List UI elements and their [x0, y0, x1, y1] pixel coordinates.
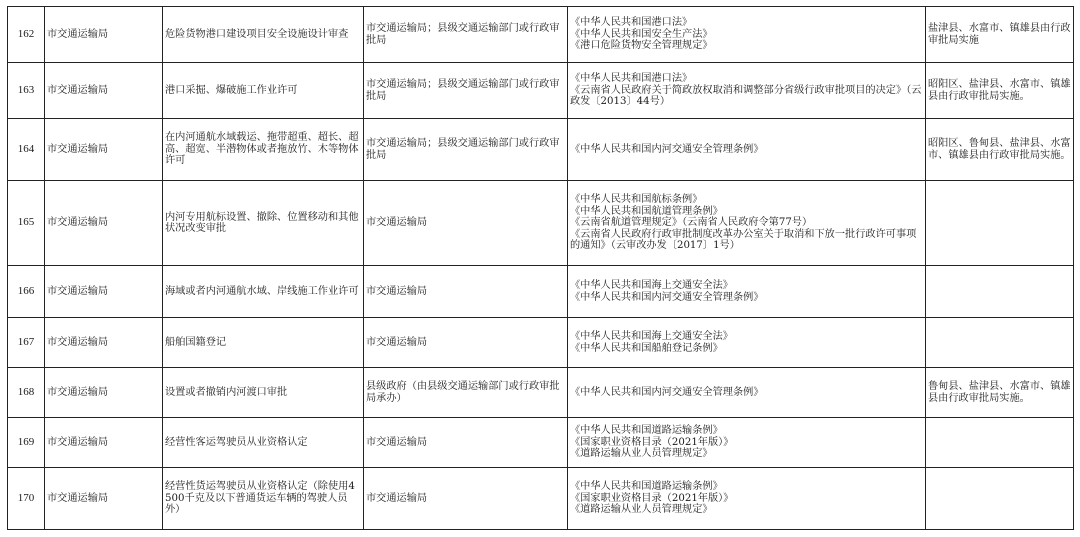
legal-basis-line: 《中华人民共和国道路运输条例》 — [570, 481, 723, 493]
legal-basis-line: 《云南省人民政府行政审批制度改革办公室关于取消和下放一批行政许可事项的通知》（云审改办发〔2017〕1号） — [570, 228, 917, 252]
table-row — [8, 418, 1074, 468]
implementing-authority-text: 县级政府（由县级交通运输部门或行政审批局承办） — [366, 381, 560, 404]
approval-item-cell — [163, 468, 364, 530]
department-cell: 市交通运输局 — [45, 181, 163, 266]
table-body — [8, 7, 1074, 530]
approval-item-cell — [163, 418, 364, 468]
implementing-authority-cell — [364, 181, 568, 266]
department-cell: 市交通运输局 — [45, 468, 163, 530]
row-number-cell: 170 — [8, 468, 45, 530]
row-number-cell: 166 — [8, 266, 45, 318]
legal-basis-line: 《港口危险货物安全管理规定》 — [570, 40, 713, 52]
table-row — [8, 63, 1074, 119]
remarks-cell — [926, 119, 1074, 181]
implementing-authority-text: 市交通运输局 — [366, 492, 428, 504]
implementing-authority-text: 市交通运输局 — [366, 217, 428, 229]
legal-basis-line: 《中华人民共和国内河交通安全管理条例》 — [570, 143, 764, 155]
legal-basis-cell — [568, 119, 926, 181]
implementing-authority-cell — [364, 468, 568, 530]
legal-basis-cell — [568, 368, 926, 418]
implementing-authority-cell — [364, 418, 568, 468]
legal-basis-line: 《中华人民共和国内河交通安全管理条例》 — [570, 291, 764, 303]
legal-basis-cell — [568, 181, 926, 266]
legal-basis-line: 《中华人民共和国内河交通安全管理条例》 — [570, 386, 764, 398]
approval-item-cell — [163, 7, 364, 63]
row-number-cell: 162 — [8, 7, 45, 63]
approval-item-text: 在内河通航水域载运、拖带超重、超长、超高、超宽、半潜物体或者拖放竹、木等物体许可 — [165, 132, 359, 167]
table-row — [8, 318, 1074, 368]
implementing-authority-text: 市交通运输局 — [366, 285, 428, 297]
legal-basis-line: 《中华人民共和国港口法》 — [570, 17, 693, 29]
approval-item-text: 港口采掘、爆破施工作业许可 — [165, 84, 298, 96]
approval-item-text: 危险货物港口建设项目安全设施设计审查 — [165, 28, 349, 40]
implementing-authority-cell — [364, 318, 568, 368]
legal-basis-cell — [568, 318, 926, 368]
approval-item-cell — [163, 368, 364, 418]
department-cell: 市交通运输局 — [45, 119, 163, 181]
legal-basis-line: 《中华人民共和国安全生产法》 — [570, 28, 713, 40]
legal-basis-line: 《中华人民共和国海上交通安全法》 — [570, 280, 733, 292]
legal-basis-line: 《中华人民共和国港口法》 — [570, 73, 693, 85]
legal-basis-cell — [568, 7, 926, 63]
approval-item-cell — [163, 63, 364, 119]
approval-item-cell — [163, 181, 364, 266]
implementing-authority-text: 市交通运输局 — [366, 436, 428, 448]
legal-basis-line: 《中华人民共和国船舶登记条例》 — [570, 342, 723, 354]
implementing-authority-text: 市交通运输局；县级交通运输部门或行政审批局 — [366, 79, 560, 102]
remarks-cell — [926, 63, 1074, 119]
legal-basis-line: 《中华人民共和国道路运输条例》 — [570, 425, 723, 437]
legal-basis-line: 《云南省航道管理规定》（云南省人民政府令第77号） — [570, 217, 813, 229]
row-number-cell: 164 — [8, 119, 45, 181]
implementing-authority-text: 市交通运输局；县级交通运输部门或行政审批局 — [366, 138, 560, 161]
approval-items-table — [7, 6, 1074, 530]
legal-basis-line: 《道路运输从业人员管理规定》 — [570, 448, 713, 460]
department-cell: 市交通运输局 — [45, 266, 163, 318]
remarks-cell — [926, 266, 1074, 318]
approval-item-text: 经营性客运驾驶员从业资格认定 — [165, 436, 308, 448]
department-cell: 市交通运输局 — [45, 418, 163, 468]
department-cell: 市交通运输局 — [45, 63, 163, 119]
row-number-cell: 168 — [8, 368, 45, 418]
approval-item-text: 海域或者内河通航水域、岸线施工作业许可 — [165, 285, 359, 297]
legal-basis-line: 《中华人民共和国海上交通安全法》 — [570, 331, 733, 343]
implementing-authority-cell — [364, 119, 568, 181]
approval-item-cell — [163, 318, 364, 368]
legal-basis-cell — [568, 266, 926, 318]
remarks-cell — [926, 7, 1074, 63]
legal-basis-cell — [568, 63, 926, 119]
approval-item-text: 经营性货运驾驶员从业资格认定（除使用4500千克及以下普通货运车辆的驾驶人员外） — [165, 481, 355, 516]
department-cell: 市交通运输局 — [45, 7, 163, 63]
legal-basis-cell — [568, 468, 926, 530]
implementing-authority-cell — [364, 368, 568, 418]
table-row — [8, 266, 1074, 318]
legal-basis-cell — [568, 418, 926, 468]
row-number-cell: 169 — [8, 418, 45, 468]
approval-item-cell — [163, 266, 364, 318]
row-number-cell: 167 — [8, 318, 45, 368]
implementing-authority-text: 市交通运输局 — [366, 336, 428, 348]
department-cell: 市交通运输局 — [45, 368, 163, 418]
remarks-text: 盐津县、水富市、镇雄县由行政审批局实施 — [928, 23, 1071, 46]
department-cell: 市交通运输局 — [45, 318, 163, 368]
legal-basis-line: 《中华人民共和国航标条例》 — [570, 194, 703, 206]
row-number-cell: 165 — [8, 181, 45, 266]
table-row — [8, 181, 1074, 266]
table-row — [8, 368, 1074, 418]
implementing-authority-cell — [364, 7, 568, 63]
legal-basis-line: 《道路运输从业人员管理规定》 — [570, 504, 713, 516]
approval-item-text: 内河专用航标设置、撤除、位置移动和其他状况改变审批 — [165, 211, 359, 234]
implementing-authority-text: 市交通运输局；县级交通运输部门或行政审批局 — [366, 23, 560, 46]
remarks-cell — [926, 368, 1074, 418]
remarks-text: 鲁甸县、盐津县、水富市、镇雄县由行政审批局实施。 — [928, 381, 1071, 404]
implementing-authority-cell — [364, 266, 568, 318]
legal-basis-line: 《国家职业资格目录（2021年版）》 — [570, 492, 734, 504]
table-row — [8, 468, 1074, 530]
legal-basis-line: 《国家职业资格目录（2021年版）》 — [570, 436, 734, 448]
remarks-text: 昭阳区、鲁甸县、盐津县、水富市、镇雄县由行政审批局实施。 — [928, 138, 1071, 161]
remarks-text: 昭阳区、盐津县、水富市、镇雄县由行政审批局实施。 — [928, 79, 1071, 102]
approval-item-text: 船舶国籍登记 — [165, 336, 227, 348]
table-row — [8, 7, 1074, 63]
remarks-cell — [926, 468, 1074, 530]
legal-basis-line: 《云南省人民政府关于简政放权取消和调整部分省级行政审批项目的决定》（云政发〔2013〕44号） — [570, 84, 922, 108]
remarks-cell — [926, 181, 1074, 266]
remarks-cell — [926, 418, 1074, 468]
implementing-authority-cell — [364, 63, 568, 119]
row-number-cell: 163 — [8, 63, 45, 119]
approval-item-text: 设置或者撤销内河渡口审批 — [165, 386, 288, 398]
approval-item-cell — [163, 119, 364, 181]
table-row — [8, 119, 1074, 181]
remarks-cell — [926, 318, 1074, 368]
legal-basis-line: 《中华人民共和国航道管理条例》 — [570, 205, 723, 217]
